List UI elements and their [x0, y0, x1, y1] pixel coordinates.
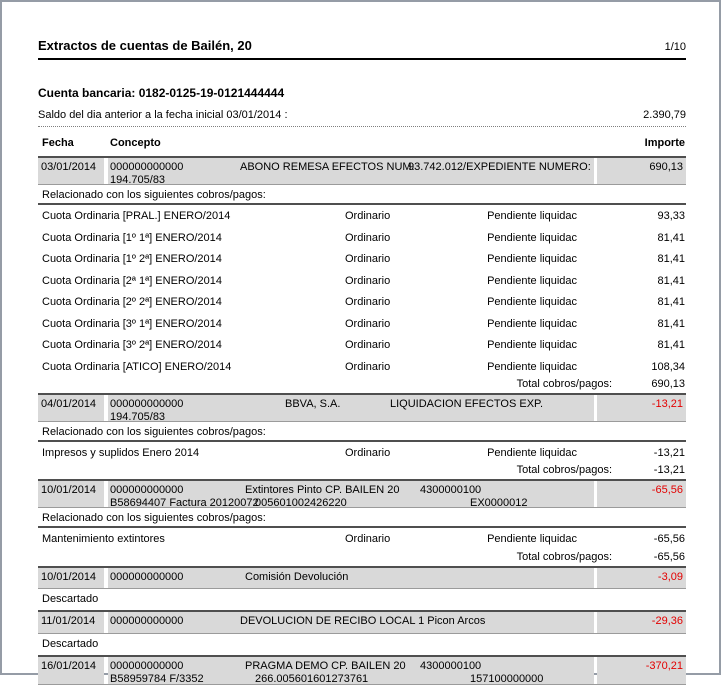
transaction-amount: -65,56: [651, 484, 683, 496]
transaction-row: [38, 156, 686, 185]
transaction-field: 157100000000: [470, 673, 544, 685]
section-label: Relacionado con los siguientes cobros/pagos:: [42, 512, 266, 524]
detail-amount: 108,34: [651, 360, 685, 373]
detail-amount: -13,21: [653, 447, 685, 459]
detail-concept: Cuota Ordinaria [1º 2ª] ENERO/2014: [42, 253, 222, 265]
detail-status: Pendiente liquidac: [487, 533, 577, 545]
total-label: Total cobros/pagos:: [516, 464, 612, 476]
detail-concept: Impresos y suplidos Enero 2014: [42, 447, 200, 459]
detail-type: Ordinario: [345, 339, 391, 351]
section-label-row: [38, 508, 686, 528]
transaction-date: 10/01/2014: [41, 571, 97, 583]
detail-amount: 81,41: [657, 231, 685, 244]
detail-status: Pendiente liquidac: [487, 317, 577, 330]
detail-concept: Cuota Ordinaria [1º 1ª] ENERO/2014: [42, 231, 222, 244]
total-row: [38, 550, 686, 566]
total-row: [38, 463, 686, 479]
detail-amount: 81,41: [657, 317, 685, 330]
detail-type: Ordinario: [345, 231, 391, 244]
detail-row: [38, 291, 686, 313]
detail-type: Ordinario: [345, 533, 391, 545]
detail-concept: Cuota Ordinaria [2ª 1ª] ENERO/2014: [42, 274, 222, 287]
transaction-row: [38, 393, 686, 422]
detail-status: Pendiente liquidac: [487, 253, 577, 265]
total-amount: -65,56: [653, 551, 685, 563]
detail-type: Ordinario: [345, 317, 391, 330]
total-amount: -13,21: [653, 464, 685, 476]
detail-status: Pendiente liquidac: [487, 339, 577, 351]
transaction-field: PRAGMA DEMO CP. BAILEN 20: [245, 660, 406, 672]
detail-concept: Cuota Ordinaria [ATICO] ENERO/2014: [42, 360, 232, 373]
detail-type: Ordinario: [345, 447, 391, 459]
transaction-field: 000000000000: [110, 571, 184, 583]
transaction-date: 04/01/2014: [41, 398, 97, 410]
transaction-amount: -370,21: [645, 660, 683, 672]
transaction-field: 266.005601601273761: [255, 673, 369, 685]
detail-amount: 81,41: [657, 274, 685, 287]
total-row: [38, 377, 686, 393]
detail-concept: Cuota Ordinaria [3º 2ª] ENERO/2014: [42, 339, 222, 351]
detail-status: Pendiente liquidac: [487, 274, 577, 287]
opening-balance-row: [38, 109, 686, 127]
page-number: 1/10: [664, 41, 686, 53]
transaction-row: [38, 655, 686, 685]
detail-concept: Cuota Ordinaria [3º 1ª] ENERO/2014: [42, 317, 222, 330]
transaction-field: 194.705/83: [110, 411, 166, 423]
transaction-date: 10/01/2014: [41, 484, 97, 496]
section-label: Descartado: [42, 638, 99, 650]
detail-status: Pendiente liquidac: [487, 360, 577, 373]
section-label: Relacionado con los siguientes cobros/pagos:: [42, 426, 266, 438]
transaction-field: DEVOLUCION DE RECIBO LOCAL 1 Picon Arcos: [240, 615, 486, 627]
table-rows: [38, 156, 686, 685]
detail-status: Pendiente liquidac: [487, 447, 577, 459]
transaction-row: [38, 610, 686, 634]
transaction-row: [38, 566, 686, 589]
detail-concept: Cuota Ordinaria [PRAL.] ENERO/2014: [42, 210, 231, 222]
detail-row: [38, 442, 686, 463]
page-title: Extractos de cuentas de Bailén, 20: [38, 38, 252, 53]
transaction-row: [38, 479, 686, 508]
total-label: Total cobros/pagos:: [516, 551, 612, 563]
transaction-field: EX0000012: [470, 497, 528, 509]
detail-concept: Mantenimiento extintores: [42, 533, 165, 545]
total-label: Total cobros/pagos:: [516, 378, 612, 390]
transaction-field: LIQUIDACION EFECTOS EXP.: [390, 398, 544, 410]
detail-amount: 81,41: [657, 253, 685, 265]
detail-amount: 81,41: [657, 339, 685, 351]
detail-type: Ordinario: [345, 210, 391, 222]
transaction-field: 000000000000: [110, 615, 184, 627]
section-label-row: [38, 185, 686, 205]
transaction-field: 000000000000: [110, 484, 184, 496]
transaction-field: 194.705/83: [110, 174, 166, 186]
transaction-field: B58694407 Factura 20120072: [110, 497, 259, 509]
column-header-fecha: Fecha: [42, 137, 74, 149]
detail-concept: Cuota Ordinaria [2º 2ª] ENERO/2014: [42, 296, 222, 308]
detail-row: [38, 205, 686, 227]
detail-row: [38, 528, 686, 550]
detail-row: [38, 313, 686, 335]
report-content: [38, 2, 686, 685]
detail-row: [38, 248, 686, 270]
transaction-amount: -13,21: [651, 398, 683, 410]
detail-type: Ordinario: [345, 360, 391, 373]
transaction-amount: -3,09: [657, 571, 683, 583]
column-header-concepto: Concepto: [110, 137, 161, 149]
detail-row: [38, 227, 686, 249]
section-label: Descartado: [42, 593, 99, 605]
detail-status: Pendiente liquidac: [487, 210, 577, 222]
transaction-field: Extintores Pinto CP. BAILEN 20: [245, 484, 400, 496]
detail-type: Ordinario: [345, 296, 391, 308]
transaction-amount: -29,36: [651, 615, 683, 627]
detail-row: [38, 270, 686, 292]
transaction-amount: 690,13: [649, 161, 683, 173]
table-header-row: [38, 137, 686, 156]
transaction-field: 4300000100: [420, 660, 482, 672]
section-label: Relacionado con los siguientes cobros/pagos:: [42, 189, 266, 201]
transaction-date: 16/01/2014: [41, 660, 97, 672]
transaction-field: BBVA, S.A.: [285, 398, 341, 410]
detail-status: Pendiente liquidac: [487, 296, 577, 308]
transaction-field: 4300000100: [420, 484, 482, 496]
transaction-field: 000000000000: [110, 660, 184, 672]
detail-amount: 81,41: [657, 296, 685, 308]
report-header: [38, 2, 686, 60]
column-header-importe: Importe: [644, 137, 685, 149]
transaction-field: B58959784 F/3352: [110, 673, 204, 685]
detail-status: Pendiente liquidac: [487, 231, 577, 244]
section-label-row: [38, 589, 686, 610]
transaction-field: 000000000000: [110, 161, 184, 173]
detail-amount: 93,33: [657, 210, 685, 222]
section-label-row: [38, 422, 686, 442]
transaction-field: 93.742.012/EXPEDIENTE NUMERO:: [408, 161, 591, 173]
section-label-row: [38, 634, 686, 655]
transaction-field: Comisión Devolución: [245, 571, 349, 583]
transaction-field: 000000000000: [110, 398, 184, 410]
opening-balance-value: 2.390,79: [643, 109, 686, 121]
detail-type: Ordinario: [345, 253, 391, 265]
transaction-field: 005601002426220: [255, 497, 347, 509]
transaction-date: 11/01/2014: [41, 615, 96, 627]
total-amount: 690,13: [651, 378, 685, 390]
detail-row: [38, 356, 686, 378]
transaction-field: ABONO REMESA EFECTOS NUM:: [240, 161, 415, 173]
detail-type: Ordinario: [345, 274, 391, 287]
opening-balance-label: Saldo del dia anterior a la fecha inicial 03/01/2014 :: [38, 109, 288, 121]
detail-row: [38, 334, 686, 356]
account-heading: Cuenta bancaria: 0182-0125-19-0121444444: [38, 86, 285, 100]
transaction-date: 03/01/2014: [41, 161, 97, 173]
detail-amount: -65,56: [653, 533, 685, 545]
